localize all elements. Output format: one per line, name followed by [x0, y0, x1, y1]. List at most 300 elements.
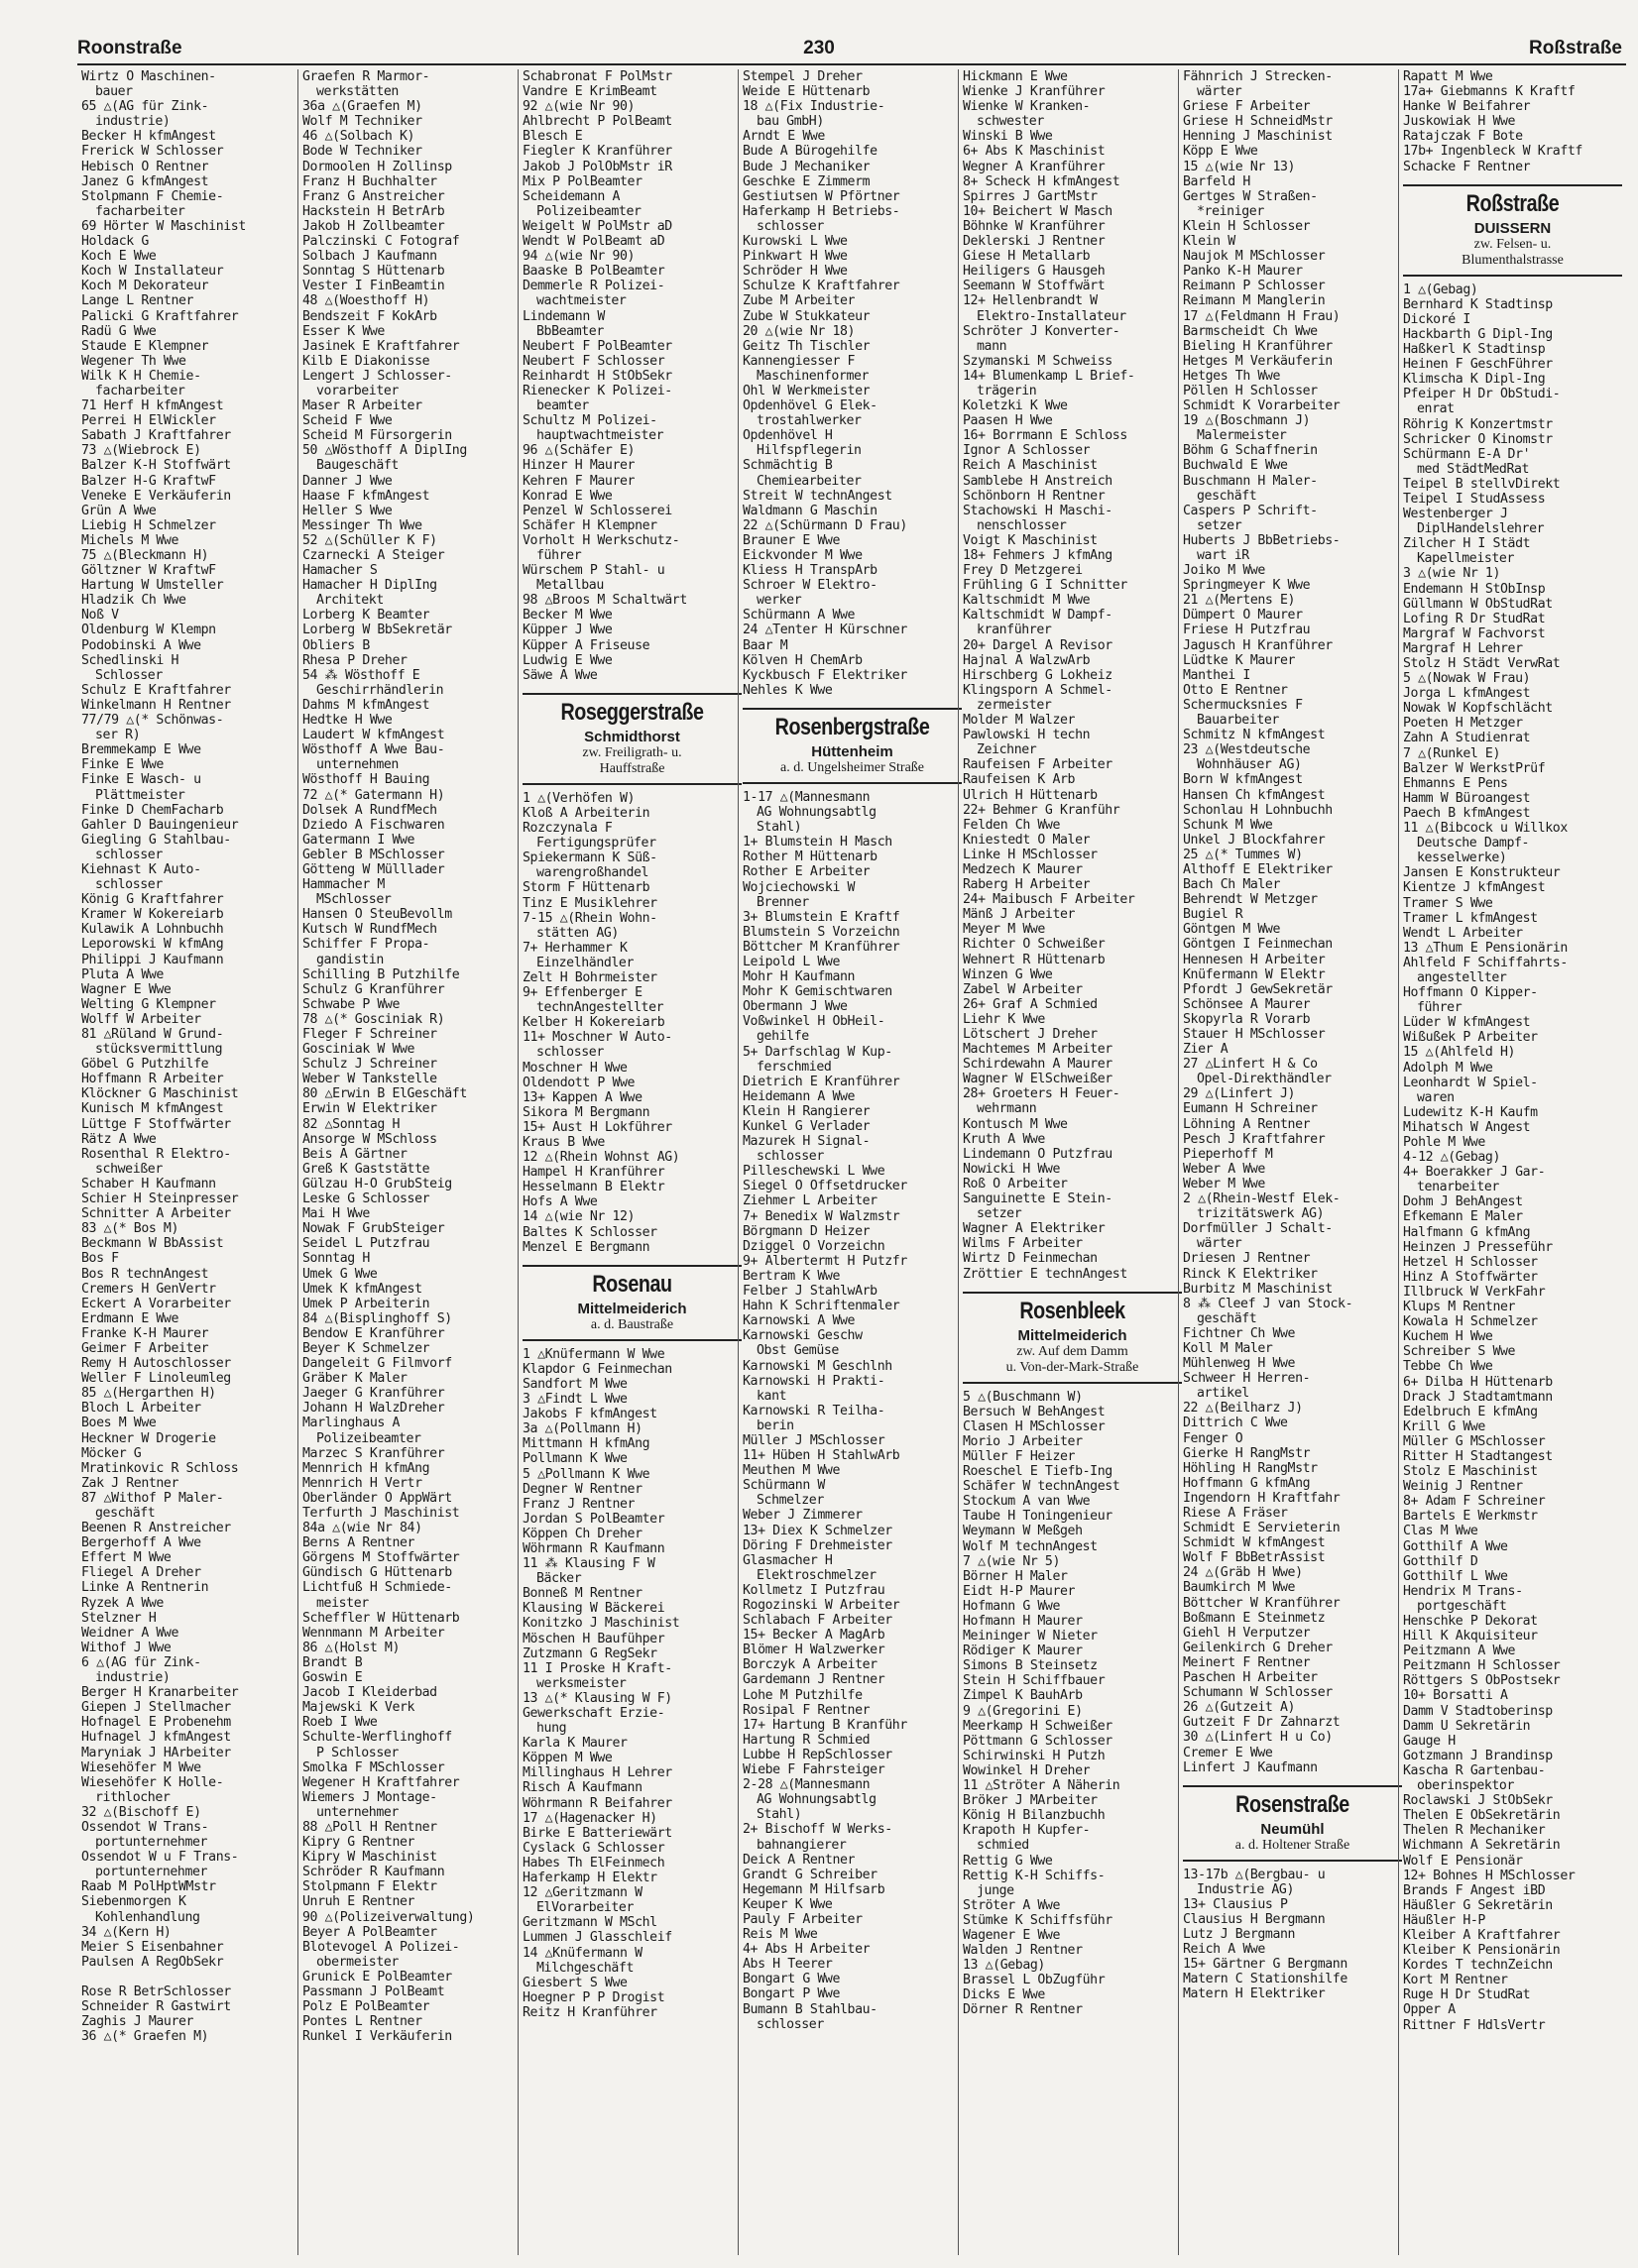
directory-entry: Ahlbrecht P PolBeamt [523, 114, 672, 130]
directory-entry: Adolph M Wwe [1403, 1060, 1493, 1076]
directory-entry: ferschmied [757, 1059, 832, 1075]
directory-entry: technAngestellter [536, 1000, 664, 1016]
directory-entry: stücksvermittlung [95, 1042, 223, 1058]
directory-entry: Göltzner W KraftwF [81, 563, 216, 579]
directory-entry: 17 △(Hagenacker H) [523, 1810, 657, 1826]
directory-entry: Architekt [316, 593, 384, 609]
street-name: Rosenbleek [1019, 1297, 1125, 1324]
directory-entry: Wagner E Wwe [81, 981, 172, 997]
directory-entry: Kleiber K Pensionärin [1403, 1943, 1561, 1959]
directory-entry: Kontusch M Wwe [963, 1116, 1068, 1132]
directory-entry: Wegener H Kraftfahrer [302, 1774, 460, 1790]
directory-entry: 14+ Blumenkamp L Brief- [963, 368, 1135, 384]
directory-entry: Weigelt W PolMstr aD [523, 218, 672, 234]
directory-entry: 32 △(Bischoff E) [81, 1804, 201, 1820]
directory-entry: Bröker J MArbeiter [963, 1793, 1098, 1809]
directory-entry: Malermeister [1197, 428, 1287, 444]
directory-entry: Panko K-H Maurer [1183, 264, 1303, 280]
directory-entry: Schumann W Schlosser [1183, 1685, 1333, 1701]
directory-entry: Henning J Maschinist [1183, 129, 1333, 145]
directory-entry: Schmächtig B [743, 458, 833, 474]
directory-entry: Reinhardt H StObSekr [523, 368, 672, 384]
directory-entry: 20+ Dargel A Revisor [963, 637, 1112, 653]
directory-entry: 13+ Diex K Schmelzer [743, 1523, 892, 1538]
directory-entry: 80 △Erwin B ElGeschäft [302, 1086, 467, 1102]
directory-entry: Hamacher H DiplIng [302, 578, 437, 594]
directory-entry: Wienke J Kranführer [963, 84, 1106, 100]
directory-entry: portunternehmer [95, 1835, 208, 1851]
directory-entry: Radü G Wwe [81, 323, 157, 339]
directory-entry: Elektro-Installateur [977, 308, 1126, 324]
directory-entry: 1 △(Gebag) [1403, 282, 1478, 297]
directory-entry: 84a △(wie Nr 84) [302, 1521, 422, 1536]
directory-entry: Hendrix M Trans- [1403, 1583, 1523, 1599]
directory-entry: kranführer [977, 623, 1052, 638]
directory-entry: Görgens M Stoffwärter [302, 1550, 460, 1566]
directory-entry: werker [757, 593, 802, 609]
directory-entry: Wagener E Wwe [963, 1927, 1061, 1943]
directory-entry: schlosser [757, 218, 824, 234]
directory-entry: 28+ Groeters H Feuer- [963, 1086, 1120, 1102]
directory-entry: Wolff W Arbeiter [81, 1011, 201, 1027]
directory-entry: Schonlau H Lohnbuchh [1183, 802, 1333, 818]
directory-entry: Wennmann M Arbeiter [302, 1625, 445, 1641]
directory-entry: 13+ Kappen A Wwe [523, 1089, 643, 1105]
directory-entry: Oberländer O AppWärt [302, 1490, 452, 1506]
directory-entry: Finke E Wwe [81, 757, 164, 773]
directory-entry: Obliers B [302, 637, 370, 653]
directory-entry: Sabath J Kraftfahrer [81, 428, 231, 444]
directory-entry: Kipry G Rentner [302, 1835, 415, 1851]
directory-entry: Kilb E Diakonisse [302, 353, 430, 369]
directory-entry: Vester I FinBeamtin [302, 279, 445, 294]
directory-entry: Schröder H Wwe [743, 264, 848, 280]
directory-entry: Baaske B PolBeamter [523, 264, 665, 280]
directory-entry: 96 △(Schäfer E) [523, 443, 636, 459]
directory-entry: Voigt K Maschinist [963, 532, 1098, 548]
directory-entry: Buschmann H Maler- [1183, 473, 1318, 489]
directory-entry: Bonneß M Rentner [523, 1586, 643, 1602]
directory-entry: 18 △(Fix Industrie- [743, 99, 885, 115]
directory-entry: Marlinghaus A [302, 1416, 401, 1431]
directory-entry: Schürmann E-A Dr' [1403, 446, 1531, 462]
directory-entry: stätten AG) [536, 925, 619, 941]
directory-entry: Tramer S Wwe [1403, 895, 1493, 911]
directory-entry: portgeschäft [1417, 1598, 1507, 1614]
directory-entry: kesselwerke) [1417, 850, 1507, 866]
directory-entry: berin [757, 1418, 794, 1433]
directory-entry: Born W kfmAngest [1183, 772, 1303, 788]
directory-entry: facharbeiter [95, 383, 185, 398]
directory-columns [77, 69, 1626, 2255]
directory-entry: Konrad E Wwe [523, 488, 613, 504]
directory-entry: Giesbert S Wwe [523, 1975, 628, 1990]
directory-entry: Moschner H Wwe [523, 1060, 628, 1076]
directory-entry: Fichtner Ch Wwe [1183, 1325, 1296, 1341]
directory-entry: Bendszeit F KokArb [302, 308, 437, 324]
directory-entry: Naujok M MSchlosser [1183, 249, 1326, 265]
directory-entry: Beis A Gärtner [302, 1146, 408, 1162]
directory-entry: Rienecker K Polizei- [523, 383, 672, 398]
directory-entry: Ludewitz K-H Kaufm [1403, 1104, 1538, 1120]
directory-entry: *reiniger [1197, 203, 1264, 219]
directory-entry: Gülzau H-O GrubSteig [302, 1176, 452, 1191]
directory-entry: 2 △(Rhein-Westf Elek- [1183, 1191, 1341, 1207]
directory-entry: Bersuch W BehAngest [963, 1404, 1106, 1419]
directory-entry: Dziggel O Vorzeichn [743, 1238, 885, 1254]
directory-entry: Kort M Rentner [1403, 1973, 1508, 1988]
directory-entry: Rosenthal R Elektro- [81, 1146, 231, 1162]
directory-entry: Lofing R Dr StudRat [1403, 611, 1546, 626]
directory-entry: Bäcker [536, 1571, 582, 1587]
directory-entry: Bude J Mechaniker [743, 159, 871, 174]
directory-entry: 2-28 △(Mannesmann [743, 1777, 871, 1793]
header-rule [77, 63, 1626, 65]
directory-entry: Gotthilf A Wwe [1403, 1538, 1508, 1554]
directory-entry: Weymann W Meßgeh [963, 1524, 1083, 1539]
directory-entry: Gardemann J Rentner [743, 1672, 885, 1688]
directory-entry: 15 △(Ahlfeld H) [1403, 1045, 1516, 1061]
directory-entry: Ohl W Werkmeister [743, 383, 871, 398]
directory-entry: Dormoolen H Zollinsp [302, 159, 452, 174]
directory-entry: Brands F Angest iBD [1403, 1882, 1546, 1898]
directory-entry: König H Bilanzbuchh [963, 1808, 1106, 1824]
directory-entry: Bartels E Werkmstr [1403, 1509, 1538, 1525]
directory-entry: ElVorarbeiter [536, 1900, 635, 1916]
directory-entry: 36a △(Graefen M) [302, 99, 422, 115]
directory-entry: Rozczynala F [523, 821, 613, 837]
directory-entry: 54 ⁂ Wösthoff E [302, 667, 420, 683]
directory-entry: Nowak F GrubSteiger [302, 1221, 445, 1237]
directory-entry: 10+ Borsatti A [1403, 1688, 1508, 1704]
directory-entry: Welting G Klempner [81, 996, 216, 1012]
directory-entry: schlosser [95, 847, 163, 862]
directory-entry: 8 ⁂ Cleef J van Stock- [1183, 1296, 1353, 1311]
directory-entry: Stahl) [757, 820, 802, 836]
district-name: DUISSERN [1473, 219, 1552, 237]
directory-entry: Risch A Kaufmann [523, 1780, 643, 1796]
directory-entry: Bertram K Wwe [743, 1268, 841, 1284]
street-location: u. Von-der-Mark-Straße [1005, 1359, 1139, 1375]
directory-entry: Bongart P Wwe [743, 1986, 841, 2002]
directory-entry: Thelen E ObSekretärin [1403, 1808, 1561, 1824]
directory-entry: zermeister [977, 697, 1052, 713]
directory-entry: 4+ Abs H Arbeiter [743, 1942, 871, 1958]
directory-entry: 5 △(Nowak W Frau) [1403, 671, 1531, 687]
directory-entry: Klein W [1183, 234, 1235, 250]
directory-entry: Hickmann E Wwe [963, 69, 1068, 84]
directory-entry: Burbitz M Maschinist [1183, 1281, 1333, 1297]
directory-entry: schlosser [536, 1045, 604, 1061]
directory-entry: Sandfort M Wwe [523, 1376, 628, 1392]
directory-entry: Goswin E [302, 1670, 363, 1686]
directory-entry [81, 1970, 305, 1984]
directory-entry: Röhrig K Konzertmstr [1403, 416, 1553, 432]
directory-entry: Stahl) [757, 1807, 802, 1823]
directory-entry: Kyckbusch F Elektriker [743, 667, 907, 683]
directory-entry: 9+ Effenberger E [523, 985, 643, 1001]
directory-entry: Vorholt H Werkschutz- [523, 532, 680, 548]
directory-entry: Pluta A Wwe [81, 966, 164, 982]
directory-entry: Karnowski H Prakti- [743, 1373, 885, 1389]
directory-entry: Paulsen A RegObSekr [81, 1954, 224, 1970]
directory-entry: Küpper J Wwe [523, 623, 613, 638]
directory-entry: Dietrich E Kranführer [743, 1074, 900, 1089]
directory-entry: geschäft [1197, 488, 1257, 504]
directory-entry: schwester [977, 114, 1044, 130]
directory-entry: Messinger Th Wwe [302, 517, 422, 533]
directory-entry: Hansen Ch kfmAngest [1183, 787, 1326, 803]
directory-entry: Opel-Direkthändler [1197, 1072, 1332, 1087]
directory-entry: Franz H Buchhalter [302, 173, 437, 189]
directory-entry: Driesen J Rentner [1183, 1251, 1311, 1267]
directory-entry: Hampel H Kranführer [523, 1165, 665, 1181]
directory-entry: Efkemann E Maler [1403, 1209, 1523, 1225]
directory-entry: Bieling H Kranführer [1183, 338, 1333, 354]
directory-entry: Krapoth H Kupfer- [963, 1823, 1091, 1839]
directory-entry: Clas M Wwe [1403, 1524, 1478, 1539]
directory-entry: Rätz A Wwe [81, 1131, 157, 1147]
directory-entry: Kramer W Kokereiarb [81, 907, 224, 923]
directory-entry: 5 △Pollmann K Wwe [523, 1466, 650, 1482]
directory-entry: Meinert F Rentner [1183, 1654, 1311, 1670]
directory-entry: Hackstein H BetrArb [302, 203, 445, 219]
directory-entry: Rother M Hüttenarb [743, 850, 878, 865]
directory-entry: Clausius H Bergmann [1183, 1911, 1326, 1927]
directory-entry: Withof J Wwe [81, 1640, 172, 1655]
directory-entry: BbBeamter [536, 323, 604, 339]
directory-entry: Gebler B MSchlosser [302, 847, 445, 862]
directory-entry: Huberts J BbBetriebs- [1183, 532, 1341, 548]
directory-entry: Schmitz N kfmAngest [1183, 728, 1326, 743]
directory-entry: Götteng W Mülllader [302, 861, 445, 877]
directory-entry: Spirres J GartMstr [963, 188, 1098, 204]
directory-entry: Leipold L Wwe [743, 954, 841, 969]
directory-entry: Graefen R Marmor- [302, 69, 430, 84]
page-number: 230 [803, 38, 835, 58]
directory-entry: Geritzmann W MSchl [523, 1915, 657, 1931]
directory-entry: 14 △(wie Nr 12) [523, 1209, 636, 1225]
directory-entry: Solbach J Kaufmann [302, 249, 437, 265]
directory-entry: Samblebe H Anstreich [963, 473, 1112, 489]
directory-entry: 7 △(wie Nr 5) [963, 1553, 1061, 1569]
directory-entry: Gotthilf D [1403, 1553, 1478, 1569]
column-2 [297, 69, 526, 2255]
directory-entry: Storm F Hüttenarb [523, 880, 650, 896]
directory-entry: Marzec S Kranführer [302, 1445, 445, 1461]
directory-entry: Metallbau [536, 578, 604, 594]
directory-entry: Klapdor G Feinmechan [523, 1361, 672, 1377]
directory-entry: Einzelhändler [536, 955, 635, 970]
directory-entry: Wohnhäuser AG) [1197, 757, 1302, 773]
directory-entry: Hofmann G Wwe [963, 1598, 1061, 1614]
header-street-left: Roonstraße [77, 38, 182, 58]
directory-entry: führer [536, 548, 582, 563]
directory-entry: Endemann H StObInsp [1403, 581, 1546, 597]
directory-entry: Bloch L Arbeiter [81, 1401, 201, 1417]
directory-entry: Stolpmann F Chemie- [81, 188, 224, 204]
directory-entry: Ehmanns E Pens [1403, 775, 1508, 791]
directory-entry: Weber A Wwe [1183, 1161, 1265, 1177]
street-heading [523, 693, 742, 785]
directory-entry: Heckner W Drogerie [81, 1430, 216, 1446]
directory-entry: Neubert F Schlosser [523, 353, 665, 369]
directory-entry: Bude A Bürogehilfe [743, 144, 878, 160]
directory-entry: Köppen Ch Dreher [523, 1526, 643, 1541]
directory-entry: Stelzner H [81, 1610, 157, 1626]
directory-entry: Zimpel K BauhArb [963, 1688, 1083, 1704]
directory-entry: Beyer A PolBeamter [302, 1924, 437, 1940]
directory-entry: Stolz H Städt VerwRat [1403, 656, 1561, 671]
directory-entry: Simons B Steinsetz [963, 1658, 1098, 1674]
directory-entry: Gertges W Straßen- [1183, 188, 1318, 204]
directory-entry: Zube M Arbeiter [743, 293, 856, 309]
directory-entry: Felden Ch Wwe [963, 817, 1061, 833]
directory-entry: setzer [977, 1206, 1022, 1222]
directory-entry: Knüfermann W Elektr [1183, 966, 1326, 982]
directory-entry: Rother E Arbeiter [743, 864, 871, 880]
directory-entry: Demmerle R Polizei- [523, 279, 665, 294]
directory-entry: Schulte-Werflinghoff [302, 1730, 452, 1746]
directory-entry: Raufeisen K Arb [963, 772, 1076, 788]
directory-entry: Pontes L Rentner [302, 2014, 422, 2030]
directory-entry: Leske G Schlosser [302, 1191, 430, 1207]
directory-entry: Kunkel G Verlader [743, 1119, 871, 1134]
directory-entry: 8+ Adam F Schreiner [1403, 1494, 1546, 1510]
street-name: Rosenau [592, 1270, 672, 1298]
directory-entry: Lorberg W BbSekretär [302, 623, 452, 638]
directory-entry: unternehmer [316, 1804, 399, 1820]
directory-entry: Wilk K H Chemie- [81, 368, 201, 384]
directory-entry: Danner J Wwe [302, 473, 393, 489]
directory-entry: Otto E Rentner [1183, 682, 1288, 698]
street-name: Roßstraße [1465, 189, 1560, 217]
directory-entry: Klimscha K Dipl-Ing [1403, 372, 1546, 388]
street-location: Blumenthalstrasse [1462, 252, 1564, 268]
directory-entry: wärter [1197, 1236, 1242, 1252]
directory-entry: Ossendot W Trans- [81, 1819, 209, 1835]
directory-entry: Rhesa P Dreher [302, 652, 408, 668]
directory-entry: 17a+ Giebmanns K Kraftf [1403, 84, 1576, 100]
directory-entry: Möcker G [81, 1445, 142, 1461]
directory-entry: Lohe M Putzhilfe [743, 1687, 863, 1703]
directory-entry: Wehnert R Hüttenarb [963, 952, 1106, 967]
directory-entry: Palicki G Kraftfahrer [81, 308, 239, 324]
directory-entry: 46 △(Solbach K) [302, 129, 415, 145]
directory-entry: Schwabe P Wwe [302, 996, 401, 1012]
directory-entry: Gauge H [1403, 1733, 1456, 1749]
directory-entry: Kölven H ChemArb [743, 652, 863, 668]
directory-entry: Wöhrmann R Kaufmann [523, 1540, 665, 1556]
directory-entry: Hoffmann R Arbeiter [81, 1072, 224, 1087]
directory-entry: 78 △(* Gosciniak R) [302, 1011, 445, 1027]
directory-entry: Schirdewahn A Maurer [963, 1057, 1112, 1073]
directory-entry: Ströter A Wwe [963, 1897, 1061, 1913]
directory-entry: werkstätten [316, 84, 399, 100]
directory-entry: industrie) [95, 1670, 171, 1686]
directory-entry: 72 △(* Gatermann H) [302, 787, 445, 803]
street-heading [743, 708, 962, 784]
directory-entry: Hajnal A WalzwArb [963, 652, 1091, 668]
directory-entry: Habes Th ElFeinmech [523, 1855, 665, 1871]
directory-entry: 50 △Wösthoff A DiplIng [302, 443, 467, 459]
directory-entry: Löhning A Rentner [1183, 1116, 1311, 1132]
directory-entry: Pollmann K Wwe [523, 1451, 628, 1467]
directory-entry: 13 △(Gebag) [963, 1958, 1045, 1974]
directory-entry: Kuchem H Wwe [1403, 1329, 1493, 1345]
directory-entry: Pfordt J GewSekretär [1183, 981, 1333, 997]
directory-entry: 13 △Thum E Pensionärin [1403, 940, 1568, 956]
directory-entry: Bumann B Stahlbau- [743, 2001, 878, 2017]
directory-entry: 36 △(* Graefen M) [81, 2029, 209, 2045]
street-location: a. d. Baustraße [590, 1316, 674, 1332]
directory-entry: Heinen F GeschFührer [1403, 357, 1553, 373]
directory-entry: Degner W Rentner [523, 1481, 643, 1497]
directory-entry: P Schlosser [316, 1745, 399, 1760]
directory-entry: Hamacher S [302, 563, 378, 579]
directory-entry: Roeb I Wwe [302, 1715, 378, 1731]
directory-entry: Klausing W Bäckerei [523, 1601, 665, 1617]
directory-entry: Maser R Arbeiter [302, 398, 422, 414]
directory-entry: Skopyrla R Vorarb [1183, 1011, 1311, 1027]
directory-entry: Maryniak J HArbeiter [81, 1745, 231, 1760]
directory-entry: Finke D ChemFacharb [81, 802, 224, 818]
directory-entry: Paasen H Wwe [963, 413, 1053, 429]
directory-entry: Runkel I Verkäuferin [302, 2029, 452, 2045]
directory-entry: Lüder W kfmAngest [1403, 1015, 1531, 1031]
column-6 [1178, 69, 1406, 2255]
directory-entry: Schiffer F Propa- [302, 937, 430, 953]
directory-entry: Lange L Rentner [81, 293, 194, 309]
directory-entry: Smolka F MSchlosser [302, 1759, 445, 1775]
directory-entry: Geitz Th Tischler [743, 338, 871, 354]
directory-entry: Schulz J Schreiner [302, 1057, 437, 1073]
directory-entry: warengroßhandel [536, 865, 649, 881]
directory-entry: Kientze J kfmAngest [1403, 880, 1546, 896]
directory-entry: 11 I Proske H Kraft- [523, 1660, 672, 1676]
directory-entry: Möschen H Baufühper [523, 1631, 665, 1646]
directory-entry: 75 △(Bleckmann H) [81, 548, 209, 563]
directory-entry: Eickvonder M Wwe [743, 548, 863, 563]
directory-entry: Giegling G Stahlbau- [81, 832, 231, 848]
directory-entry: 83 △(* Bos M) [81, 1221, 179, 1237]
directory-entry: Blömer H Walzwerker [743, 1643, 885, 1658]
directory-entry: 11 △Ströter A Näherin [963, 1778, 1120, 1794]
directory-entry: Bode W Techniker [302, 144, 422, 160]
directory-entry: Hofmann H Maurer [963, 1614, 1083, 1629]
directory-entry: Pfeiper H Dr ObStudi- [1403, 387, 1561, 402]
directory-entry: Reimann P Schlosser [1183, 279, 1326, 294]
directory-entry: Hinz A Stoffwärter [1403, 1269, 1538, 1285]
directory-entry: AG Wohnungsabtlg [757, 805, 877, 821]
directory-entry: 20 △(wie Nr 18) [743, 323, 856, 339]
directory-entry: Fliegel A Dreher [81, 1565, 201, 1581]
directory-entry: kant [757, 1388, 787, 1404]
directory-entry: Rapatt M Wwe [1403, 69, 1493, 84]
directory-entry: Spiekermann K Süß- [523, 850, 657, 866]
directory-entry: 4-12 △(Gebag) [1403, 1150, 1501, 1166]
directory-entry: Lüdtke K Maurer [1183, 652, 1296, 668]
directory-entry: facharbeiter [95, 203, 185, 219]
directory-entry: Jacob I Kleiderbad [302, 1685, 437, 1701]
directory-entry: Ratajczak F Bote [1403, 129, 1523, 145]
directory-entry: trägerin [977, 383, 1037, 398]
directory-entry: Geilenkirch G Dreher [1183, 1640, 1333, 1655]
directory-entry: Kiehnast K Auto- [81, 861, 201, 877]
directory-entry: 19 △(Boschmann J) [1183, 413, 1311, 429]
directory-entry: 82 △Sonntag H [302, 1116, 401, 1132]
directory-entry: Keuper K Wwe [743, 1896, 833, 1912]
